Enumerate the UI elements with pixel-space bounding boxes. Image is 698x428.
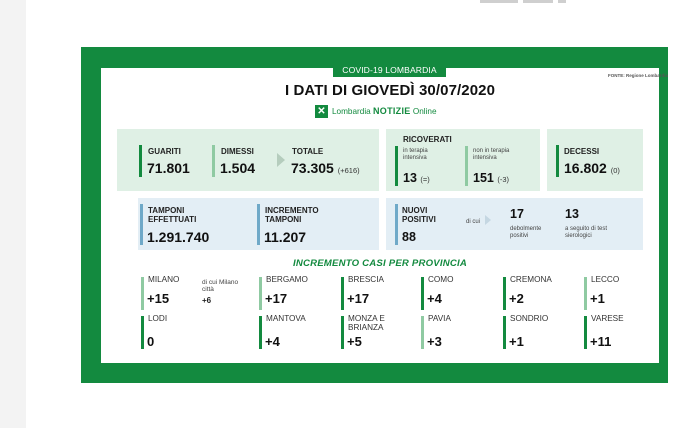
source-label: FONTE: Regione Lombardia xyxy=(608,73,669,78)
ricoverati-bar xyxy=(395,146,398,186)
sierologici-label: a seguito di test sierologici xyxy=(565,226,608,239)
dimessi-bar xyxy=(212,145,215,177)
province-name: CREMONA xyxy=(510,275,552,284)
tamponi-label: TAMPONI EFFETTUATI xyxy=(148,206,197,224)
decessi-bar xyxy=(556,145,559,177)
province-name: MILANO xyxy=(148,275,180,284)
dimessi-label: DIMESSI xyxy=(221,147,254,156)
milano-city-value: +6 xyxy=(202,296,212,305)
province-name: BERGAMO xyxy=(266,275,308,284)
province-value: +5 xyxy=(347,334,362,349)
nuovi-positivi-value: 88 xyxy=(402,230,416,244)
province-name: BRESCIA xyxy=(348,275,384,284)
province-bar xyxy=(259,316,262,349)
left-gutter xyxy=(0,0,26,428)
province-value: +4 xyxy=(427,291,442,306)
province-value: +2 xyxy=(509,291,524,306)
province-bar xyxy=(341,277,344,310)
guariti-label: GUARITI xyxy=(148,147,181,156)
terapia-intensiva-label: in terapia intensiva xyxy=(403,148,428,161)
incremento-tamponi-bar xyxy=(257,204,260,245)
tamponi-value: 1.291.740 xyxy=(147,229,210,245)
province-bar xyxy=(341,316,344,349)
debolmente-value: 17 xyxy=(510,207,524,221)
province-bar xyxy=(421,316,424,349)
incremento-tamponi-value: 11.207 xyxy=(264,229,307,245)
province-bar xyxy=(259,277,262,310)
province-name: SONDRIO xyxy=(510,314,549,323)
province-bar xyxy=(141,277,144,310)
debolmente-label: debolmente positivi xyxy=(510,226,542,239)
province-value: 0 xyxy=(147,334,155,349)
province-value: +11 xyxy=(590,334,612,349)
non-terapia-bar xyxy=(465,146,468,186)
province-value: +17 xyxy=(265,291,288,306)
ricoverati-label: RICOVERATI xyxy=(403,135,452,144)
brand-name: Lombardia NOTIZIE Online xyxy=(332,106,437,116)
province-value: +15 xyxy=(147,291,170,306)
lombardia-cross-icon: ✕ xyxy=(315,105,328,118)
brand-logo-group xyxy=(315,104,437,118)
dimessi-value: 1.504 xyxy=(220,160,256,176)
di-cui-label: di cui xyxy=(466,219,481,225)
totale-value: 73.305 (+616) xyxy=(291,160,360,176)
province-name: PAVIA xyxy=(428,314,451,323)
province-bar xyxy=(584,316,587,349)
province-value: +17 xyxy=(347,291,370,306)
milano-city-note: di cui Milano città xyxy=(202,279,239,293)
guariti-bar xyxy=(139,145,142,177)
non-terapia-value: 151 (-3) xyxy=(473,171,510,185)
ribbon-label: COVID-19 LOMBARDIA xyxy=(333,64,446,77)
totale-label: TOTALE xyxy=(292,147,324,156)
guariti-value: 71.801 xyxy=(147,160,190,176)
province-name: VARESE xyxy=(591,314,624,323)
top-text-fragment xyxy=(480,0,600,4)
page-title: I DATI DI GIOVEDÌ 30/07/2020 xyxy=(284,82,496,99)
province-value: +1 xyxy=(509,334,524,349)
decessi-value: 16.802 (0) xyxy=(564,160,620,176)
province-bar xyxy=(503,316,506,349)
province-bar xyxy=(421,277,424,310)
terapia-intensiva-value: 13 (=) xyxy=(403,171,430,185)
arrow-right-icon xyxy=(277,153,285,167)
province-section-title: INCREMENTO CASI PER PROVINCIA xyxy=(292,258,468,269)
province-value: +4 xyxy=(265,334,280,349)
incremento-tamponi-label: INCREMENTO TAMPONI xyxy=(265,206,319,224)
province-bar xyxy=(141,316,144,349)
province-bar xyxy=(584,277,587,310)
tamponi-bar xyxy=(140,204,143,245)
nuovi-positivi-bar xyxy=(395,204,398,245)
province-name: MONZA E BRIANZA xyxy=(348,314,385,332)
decessi-label: DECESSI xyxy=(564,147,600,156)
province-name: LODI xyxy=(148,314,168,323)
province-value: +1 xyxy=(590,291,605,306)
nuovi-positivi-label: NUOVI POSITIVI xyxy=(402,206,436,224)
arrow-right-small-icon xyxy=(485,215,491,225)
province-value: +3 xyxy=(427,334,442,349)
province-bar xyxy=(503,277,506,310)
province-name: COMO xyxy=(428,275,454,284)
sierologici-value: 13 xyxy=(565,207,579,221)
province-name: LECCO xyxy=(591,275,620,284)
province-name: MANTOVA xyxy=(266,314,306,323)
non-terapia-label: non in terapia intensiva xyxy=(473,148,510,161)
